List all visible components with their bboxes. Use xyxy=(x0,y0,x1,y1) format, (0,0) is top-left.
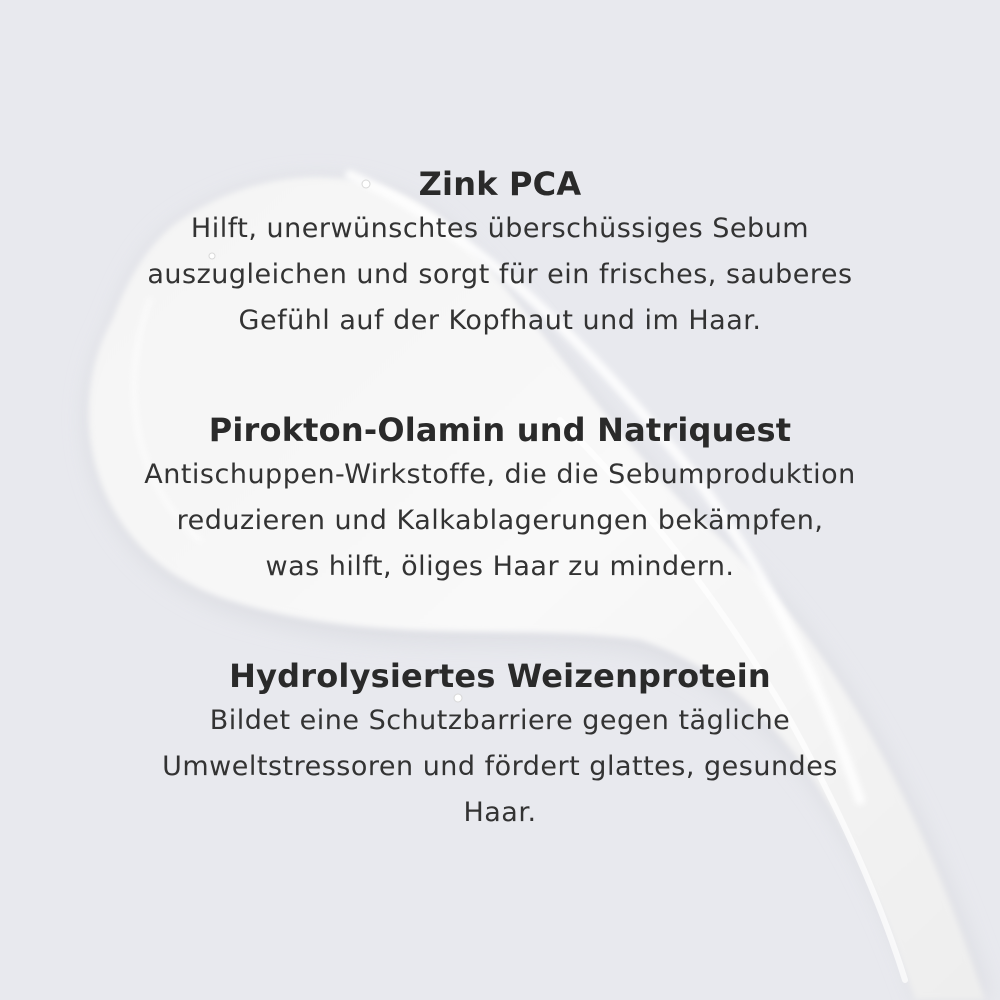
ingredient-description-line: Gefühl auf der Kopfhaut und im Haar. xyxy=(238,305,762,336)
ingredient-description-line: Haar. xyxy=(463,797,537,828)
ingredient-description-line: auszugleichen und sorgt für ein frisches, sauberes xyxy=(147,259,853,290)
ingredient-piroctone-olamine xyxy=(50,408,950,590)
ingredient-description-line: reduzieren und Kalkablagerungen bekämpfen, xyxy=(176,505,824,536)
ingredient-wheat-protein xyxy=(50,654,950,836)
ingredient-title: Hydrolysiertes Weizenprotein xyxy=(229,657,771,695)
ingredient-description-line: Antischuppen-Wirkstoffe, die die Sebumproduktion xyxy=(144,459,856,490)
ingredient-title: Zink PCA xyxy=(418,165,582,203)
ingredient-description-line: Hilft, unerwünschtes überschüssiges Sebum xyxy=(190,213,810,244)
ingredient-title: Pirokton-Olamin und Natriquest xyxy=(208,411,792,449)
ingredient-zinc-pca xyxy=(50,162,950,344)
ingredient-description-line: was hilft, öliges Haar zu mindern. xyxy=(265,551,735,582)
ingredient-description-line: Bildet eine Schutzbarriere gegen tägliche xyxy=(209,705,791,736)
ingredient-description-line: Umweltstressoren und fördert glattes, gesundes xyxy=(162,751,838,782)
